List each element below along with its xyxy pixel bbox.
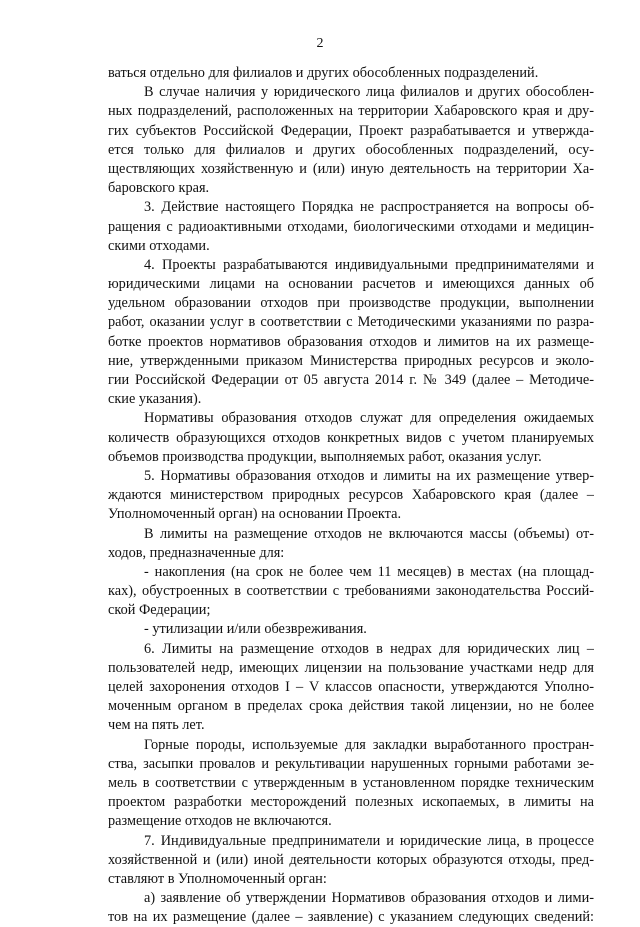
text-line: ных подразделений, расположенных на территории Хабаровского края и дру-	[108, 103, 594, 120]
text-line: - накопления (на срок не более чем 11 месяцев) в местах (на площад-	[144, 563, 594, 580]
text-line: баровского края.	[108, 180, 210, 197]
text-line: моченным органом в пределах срока действия такой лицензии, но не более	[108, 698, 594, 715]
text-line: ние, утвержденными приказом Министерства природных ресурсов и эколо-	[108, 352, 594, 369]
text-line: ботке проектов нормативов образования отходов и лимитов на их размеще-	[108, 333, 594, 350]
text-line: ства, засыпки провалов и рекультивации нарушенных горными работами зе-	[108, 755, 594, 772]
text-line: Нормативы образования отходов служат для определения ожидаемых	[144, 410, 594, 427]
text-line: В лимиты на размещение отходов не включаются массы (объемы) от-	[144, 525, 594, 542]
text-line: ется только для филиалов и других обособленных подразделений, осу-	[108, 141, 594, 158]
text-line: целей захоронения отходов I – V классов опасности, утверждаются Уполно-	[108, 679, 594, 695]
text-line: ходов, предназначенные для:	[108, 544, 285, 561]
text-line: ках), обустроенных в соответствии с требованиями законодательства Россий-	[108, 583, 594, 600]
text-line: проектом разработки месторождений полезных ископаемых, в лимиты на	[108, 794, 594, 811]
text-line: объемов производства продукции, выполняемых работ, оказания услуг.	[108, 448, 542, 465]
text-line: тов на их размещение (далее – заявление) с указанием следующих сведений:	[108, 909, 594, 926]
text-line: гих субъектов Российской Федерации, Проект разрабатывается и утвержда-	[108, 122, 594, 139]
text-line: мель в соответствии с утвержденным в установленном порядке техническим	[108, 774, 594, 791]
text-line: ставляют в Уполномоченный орган:	[108, 870, 327, 887]
text-line: Горные породы, используемые для закладки выработанного простран-	[144, 736, 594, 753]
text-line: чем на пять лет.	[108, 717, 205, 734]
text-line: ские указания).	[108, 391, 202, 408]
text-line: ращения с радиоактивными отходами, биологическими отходами и медицин-	[108, 218, 594, 235]
text-line: гии Российской Федерации от 05 августа 2014 г. № 349 (далее – Методиче-	[108, 372, 594, 388]
text-line: ждаются министерством природных ресурсов Хабаровского края (далее –	[108, 487, 594, 504]
text-line: 4. Проекты разрабатываются индивидуальными предпринимателями и	[144, 256, 594, 273]
text-line: скими отходами.	[108, 237, 210, 254]
text-line: 3. Действие настоящего Порядка не распространяется на вопросы об-	[144, 199, 594, 216]
text-line: ществляющих хозяйственную и (или) иную деятельность на территории Ха-	[108, 160, 594, 177]
text-line: В случае наличия у юридического лица филиалов и других обособлен-	[144, 84, 594, 101]
text-line: - утилизации и/или обезвреживания.	[144, 621, 367, 638]
text-line: 7. Индивидуальные предприниматели и юридические лица, в процессе	[144, 832, 594, 849]
text-line: 5. Нормативы образования отходов и лимиты на их размещение утвер-	[144, 467, 594, 484]
text-line: ской Федерации;	[108, 602, 211, 619]
text-line: а) заявление об утверждении Нормативов образования отходов и лими-	[144, 890, 594, 907]
text-line: ваться отдельно для филиалов и других обособленных подразделений.	[108, 65, 539, 81]
text-line: удельном образовании отходов при производстве продукции, выполнении	[108, 295, 594, 312]
text-line: работ, оказании услуг в соответствии с Методическими указаниями по разра-	[108, 314, 594, 331]
text-line: юридическими лицами на основании расчетов и имеющихся данных об	[108, 276, 594, 293]
text-line: пользователей недр, имеющих лицензии на пользование участками недр для	[108, 659, 594, 676]
text-line: 6. Лимиты на размещение отходов в недрах для юридических лиц –	[144, 640, 594, 657]
text-line: Уполномоченный орган) на основании Проекта.	[108, 506, 402, 523]
text-line: размещение отходов не включаются.	[108, 813, 332, 830]
text-line: количеств образующихся отходов конкретных видов с учетом планируемых	[108, 429, 594, 446]
text-line: хозяйственной и (или) иной деятельности которых образуются отходы, пред-	[108, 851, 594, 868]
page-number: 2	[316, 36, 324, 51]
document-body	[108, 64, 594, 927]
